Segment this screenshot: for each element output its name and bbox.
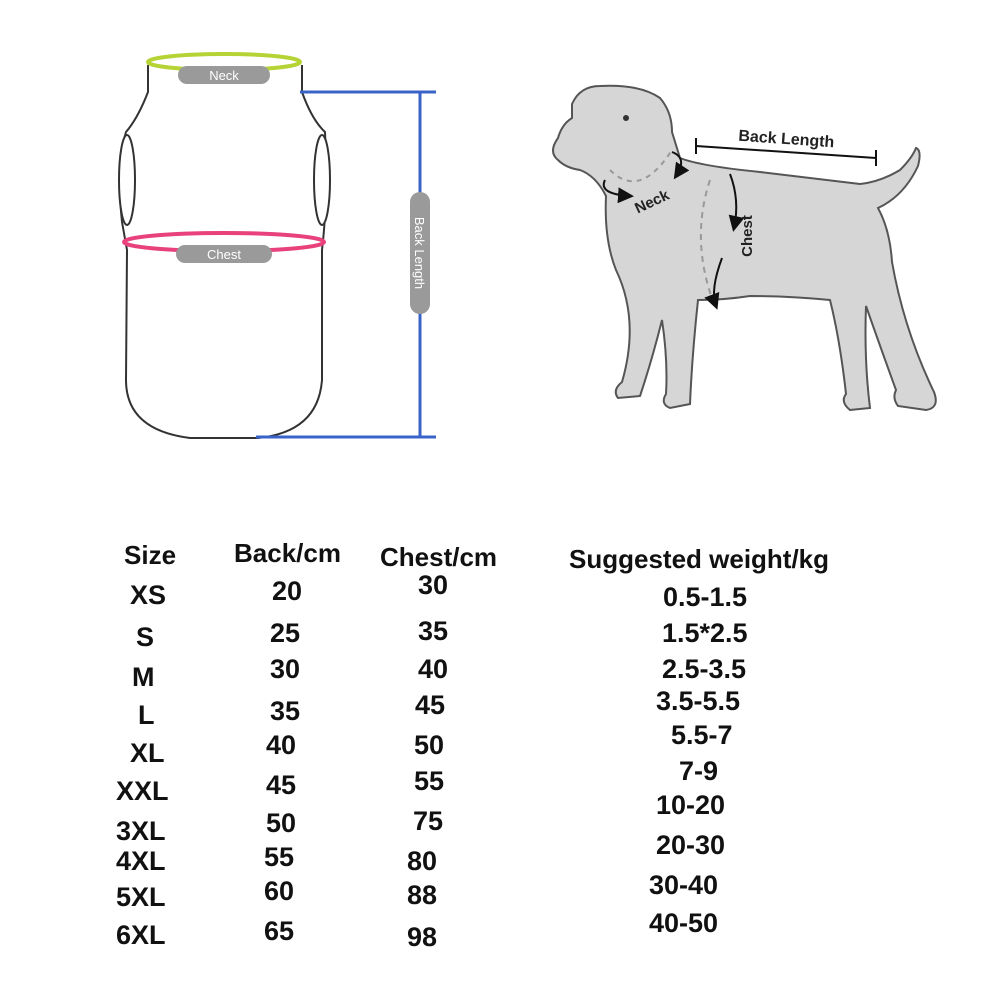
row-chest: 45 [415, 690, 446, 720]
header-weight: Suggested weight/kg [569, 544, 830, 574]
row-back: 40 [266, 730, 297, 760]
row-size: S [136, 622, 155, 652]
row-back: 45 [266, 770, 297, 800]
header-chest: Chest/cm [380, 542, 498, 572]
row-back: 55 [264, 842, 295, 872]
row-chest: 80 [407, 846, 438, 876]
garment-neck-label: Neck [209, 68, 239, 83]
left-armhole [119, 135, 135, 225]
row-chest: 30 [418, 570, 449, 600]
row-weight: 20-30 [656, 830, 726, 860]
row-size: XS [130, 580, 167, 610]
row-size: 6XL [116, 920, 166, 950]
row-chest: 75 [413, 806, 444, 836]
row-size: 3XL [116, 816, 166, 846]
garment-back-length-label: Back Length [412, 216, 427, 290]
row-chest: 55 [414, 766, 445, 796]
row-back: 25 [270, 618, 301, 648]
right-armhole [314, 135, 330, 225]
row-weight: 10-20 [656, 790, 726, 820]
row-size: M [132, 662, 155, 692]
row-size: XL [130, 738, 165, 768]
garment-chest-label: Chest [207, 247, 241, 262]
row-back: 50 [266, 808, 297, 838]
row-size: 5XL [116, 882, 166, 912]
row-chest: 50 [414, 730, 445, 760]
dog-eye [623, 115, 629, 121]
header-size: Size [124, 540, 177, 570]
row-weight: 30-40 [649, 870, 719, 900]
size-table [0, 520, 1000, 980]
row-chest: 88 [407, 880, 438, 910]
row-back: 65 [264, 916, 295, 946]
row-weight: 7-9 [679, 756, 719, 786]
row-weight: 1.5*2.5 [662, 618, 748, 648]
row-size: L [138, 700, 155, 730]
row-weight: 2.5-3.5 [662, 654, 747, 684]
row-back: 30 [270, 654, 301, 684]
row-size: 4XL [116, 846, 166, 876]
row-back: 35 [270, 696, 301, 726]
row-weight: 3.5-5.5 [656, 686, 741, 716]
row-back: 20 [272, 576, 303, 606]
dog-back-length-label: Back Length [737, 127, 835, 152]
row-weight: 5.5-7 [671, 720, 733, 750]
measurement-diagram [0, 0, 1000, 480]
row-back: 60 [264, 876, 295, 906]
row-size: XXL [116, 776, 169, 806]
row-chest: 35 [418, 616, 449, 646]
row-weight: 0.5-1.5 [663, 582, 748, 612]
row-chest: 98 [407, 922, 438, 952]
row-weight: 40-50 [649, 908, 719, 938]
row-chest: 40 [418, 654, 449, 684]
header-back: Back/cm [234, 538, 341, 568]
dog-chest-label: Chest [739, 215, 756, 257]
dog-neck-label: Neck [632, 186, 672, 218]
